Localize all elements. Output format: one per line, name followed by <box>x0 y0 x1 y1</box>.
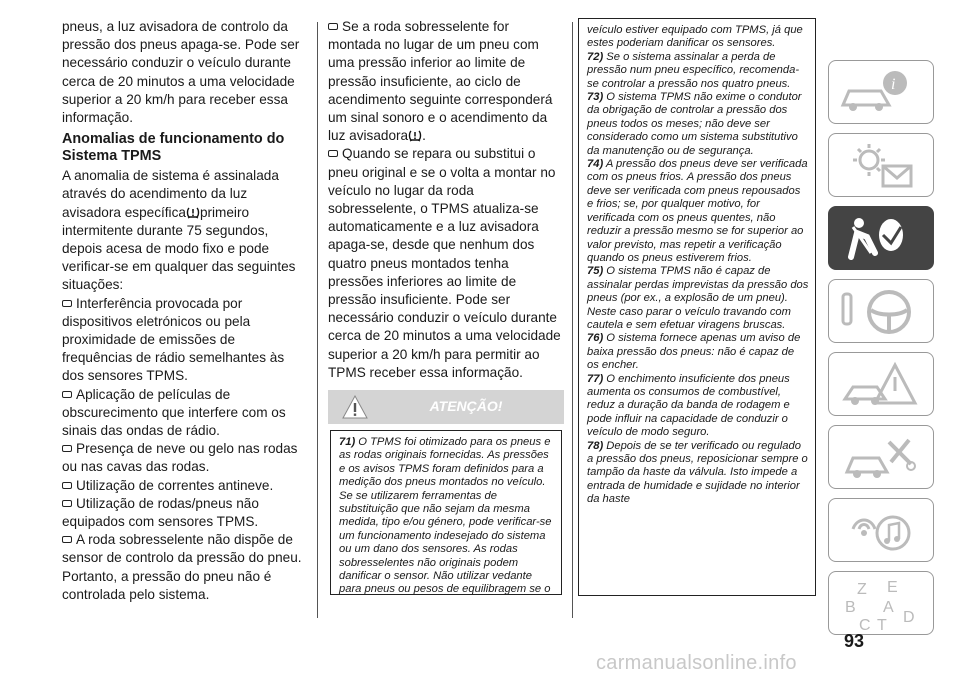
list-item: Interferência provocada por dispositivos eletrónicos ou pela proximidade de emissões de frequências de rádio semelhantes às dos sensores TPMS. <box>62 295 285 384</box>
tab-safety[interactable] <box>828 206 934 270</box>
column-divider <box>572 22 573 618</box>
multimedia-icon <box>829 499 935 563</box>
column-2 <box>328 18 564 382</box>
section-heading: Anomalias de funcionamento do Sistema TPMS <box>62 131 285 165</box>
list-item: Utilização de rodas/pneus não equipados com sensores TPMS. <box>62 495 259 530</box>
warning-note-box <box>330 430 562 595</box>
page-number: 93 <box>844 631 865 651</box>
list-item: A roda sobresselente não dispõe de sensor de controlo da pressão do pneu. Portanto, a pressão do pneu não é controlada pelo sistema. <box>62 532 302 602</box>
car-info-icon <box>829 61 935 125</box>
list-item: Se a roda sobresselente for montada no lugar de um pneu com uma pressão inferior ao limite de pressão insuficiente, ao ciclo de acendimento seguinte corresponderá um sinal sonoro e o acendimento da luz avisadora . <box>328 19 553 144</box>
tab-index[interactable] <box>828 571 934 635</box>
bullet-icon <box>328 150 338 157</box>
list-item: Aplicação de películas de obscurecimento que interfere com os sinais das ondas de rádio. <box>62 386 286 439</box>
list-item: Presença de neve ou gelo nas rodas ou nas cavas das rodas. <box>62 441 298 475</box>
bullet-icon <box>328 23 338 30</box>
note-item: 73) O sistema TPMS não exime o condutor da obrigação de controlar a pressão dos pneus todos os meses; não deve ser considerado como um sistema substitutivo da manutenção ou de segurança. <box>587 91 802 157</box>
list-item: Utilização de correntes antineve. <box>62 477 306 495</box>
chapter-tabs <box>828 60 936 644</box>
intro-paragraph: pneus, a luz avisadora de controlo da pressão dos pneus apaga-se. Pode ser necessário conduzir o veículo durante cerca de 20 minutos a uma velocidade superior a 20 km/h para receber essa informação. <box>62 19 300 126</box>
note-text: O TPMS foi otimizado para os pneus e as rodas originais fornecidas. As pressões e os avisos TPMS foram definidos para a medição dos pneus montados no veículo. Se se utilizarem ferramentas de substituição que não sejam da mesma medida, tipo e/ou género, pode verificar-se um funcionamento indesejado do sistema ou um dano dos sensores. As rodas sobresselentes não originais podem danificar o sensor. Não utilizar vedante para pneus ou pesos de equilibragem se o <box>339 436 552 595</box>
tab-emergency[interactable] <box>828 352 934 416</box>
bullet-icon <box>62 445 72 452</box>
index-letter: D <box>903 609 915 626</box>
anomaly-text-a: A anomalia de sistema é assinalada através do acendimento da luz avisadora específica <box>62 168 279 220</box>
index-letter: E <box>887 579 898 596</box>
bullet-icon <box>62 300 72 307</box>
warning-title: ATENÇÃO! <box>429 398 503 414</box>
anomaly-paragraph <box>62 167 306 294</box>
note-number: 71) <box>339 436 356 448</box>
tab-dashboard-warning[interactable] <box>828 133 934 197</box>
note-item: 77) O enchimento insuficiente dos pneus aumenta os consumos de combustível, reduz a duração da banda de rodagem e pode influir na capacidade de conduzir o veículo de modo seguro. <box>587 372 790 439</box>
tab-car-info[interactable] <box>828 60 934 124</box>
dashboard-warning-icon <box>829 134 935 198</box>
tpms-warning-icon <box>186 206 200 219</box>
column-divider <box>317 22 318 618</box>
notes-box <box>578 18 816 596</box>
bullet-icon <box>62 536 72 543</box>
tab-maintenance[interactable] <box>828 425 934 489</box>
list-item: Quando se repara ou substitui o pneu original e se o volta a montar no veículo no lugar da roda sobresselente, o TPMS atualiza-se automaticamente e a luz avisadora apaga-se, desde que nenhum dos quatro pneus montados tenha pressões inferiores ao limite de pressão insuficiente. Pode ser necessário conduzir o veículo durante cerca de 20 minutos a uma velocidade superior a 20 km/h para permitir ao TPMS receber essa informação. <box>328 146 561 380</box>
index-letter: Z <box>857 581 867 598</box>
index-icon <box>829 572 935 636</box>
note-continuation: veículo estiver equipado com TPMS, já que estes poderiam danificar os sensores. <box>587 24 803 50</box>
svg-text:i: i <box>891 76 896 93</box>
bullet-icon <box>62 482 72 489</box>
tab-multimedia[interactable] <box>828 498 934 562</box>
column-1 <box>62 18 306 604</box>
watermark: carmanualsonline.info <box>596 652 797 674</box>
tpms-warning-icon <box>408 129 422 142</box>
anomaly-text-b: primeiro intermitente durante 75 segundos, depois acesa de modo fixo e pode verificar-se em qualquer das seguintes situações: <box>62 204 296 293</box>
index-letter: T <box>877 617 887 634</box>
note-item: 72) Se o sistema assinalar a perda de pressão num pneu específico, recomenda-se controlar a pressão nos quatro pneus. <box>587 50 800 90</box>
index-letter: B <box>845 599 856 616</box>
steering-wheel-icon <box>829 280 935 344</box>
tab-starting-driving[interactable] <box>828 279 934 343</box>
safety-airbag-icon <box>829 207 935 271</box>
note-item: 75) O sistema TPMS não é capaz de assinalar perdas imprevistas da pressão dos pneus (por ex., a explosão de um pneu). Neste caso parar o veículo travando com cautela e sem efetuar viragens bruscas. <box>587 265 809 331</box>
roadside-warning-icon <box>829 353 935 417</box>
note-item: 76) O sistema fornece apenas um aviso de baixa pressão dos pneus: não é capaz de os encher. <box>587 332 801 372</box>
index-letter: C <box>859 617 871 634</box>
bullet-icon <box>62 391 72 398</box>
warning-banner <box>328 390 564 424</box>
maintenance-icon <box>829 426 935 490</box>
index-letter: A <box>883 599 894 616</box>
bullet-icon <box>62 500 72 507</box>
note-item: 78) Depois de se ter verificado ou regulado a pressão dos pneus, reposicionar sempre o tampão da haste da válvula. Isto impede a entrada de humidade e sujidade no interior da haste <box>587 439 808 506</box>
note-item: 74) A pressão dos pneus deve ser verificada com os pneus frios. A pressão dos pneus deve ser verificada com pneus repousados e frios; se, por qualquer motivo, for verificada com os pneus quentes, não reduzir a pressão mesmo se for superior ao valor previsto, mas repetir a verificação quando os pneus estiverem frios. <box>587 158 808 264</box>
